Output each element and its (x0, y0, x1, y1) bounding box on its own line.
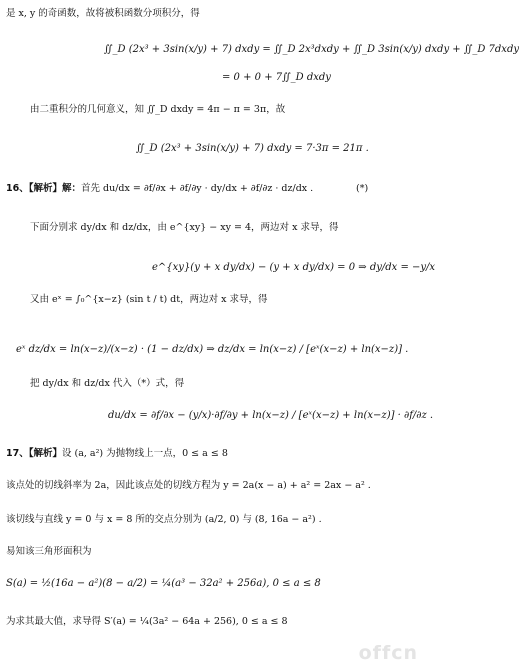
equation-area: S(a) = ½(16a − a²)(8 − a/2) = ¼(a³ − 32a² + 256a), 0 ≤ a ≤ 8 (6, 578, 321, 589)
problem-17-heading (6, 448, 228, 460)
equation-du-dx: du/dx = ∂f/∂x − (y/x)·∂f/∂y + ln(x−z) / [eˣ(x−z) + ln(x−z)] · ∂f/∂z . (108, 410, 434, 421)
text-line-06: 该点处的切线斜率为 2a，因此该点处的切线方程为 y = 2a(x − a) + a² = 2ax − a² . (6, 480, 371, 491)
text-line-01: 是 x, y 的奇函数，故将被积函数分项积分，得 (6, 8, 200, 19)
text-line-08: 易知该三角形面积为 (6, 546, 92, 557)
equation-star-mark: (*) (356, 183, 369, 194)
equation-integral-split: ∬_D (2x³ + 3sin(x/y) + 7) dxdy = ∬_D 2x³dxdy + ∬_D 3sin(x/y) dxdy + ∬_D 7dxdy (104, 44, 519, 55)
text-line-03: 下面分别求 dy/dx 和 dz/dx，由 e^{xy} − xy = 4，两边对 x 求导，得 (30, 222, 339, 233)
equation-integral-result: = 0 + 0 + 7∬_D dxdy (222, 72, 331, 83)
equation-implicit-y: e^{xy}(y + x dy/dx) − (y + x dy/dx) = 0 ⇒ dy/dx = −y/x (152, 262, 436, 273)
text-line-09: 为求其最大值，求导得 S′(a) = ¼(3a² − 64a + 256), 0 ≤ a ≤ 8 (6, 616, 288, 627)
text-line-07: 该切线与直线 y = 0 与 x = 8 所的交点分别为 (a/2, 0) 与 (8, 16a − a²) . (6, 514, 322, 525)
problem-17-label: 17、【解析】 (6, 448, 62, 459)
equation-integral-final: ∬_D (2x³ + 3sin(x/y) + 7) dxdy = 7·3π = 21π . (136, 143, 369, 154)
text-line-04: 又由 eˣ = ∫₀^{x−z} (sin t / t) dt，两边对 x 求导，得 (30, 294, 268, 305)
text-line-05: 把 dy/dx 和 dz/dx 代入（*）式，得 (30, 378, 185, 389)
problem-17-text: 设 (a, a²) 为抛物线上一点，0 ≤ a ≤ 8 (61, 448, 228, 459)
problem-16-label: 16、【解析】解： (6, 183, 81, 194)
problem-16-text: 首先 du/dx = ∂f/∂x + ∂f/∂y · dy/dx + ∂f/∂z · dz/dx . (80, 183, 314, 194)
equation-implicit-z: eˣ dz/dx = ln(x−z)/(x−z) · (1 − dz/dx) ⇒ dz/dx = ln(x−z) / [eˣ(x−z) + ln(x−z)] . (16, 344, 409, 355)
problem-16-heading (6, 183, 313, 195)
text-line-02: 由二重积分的几何意义，知 ∬_D dxdy = 4π − π = 3π，故 (30, 104, 286, 115)
watermark-logo: offcn (358, 642, 418, 664)
